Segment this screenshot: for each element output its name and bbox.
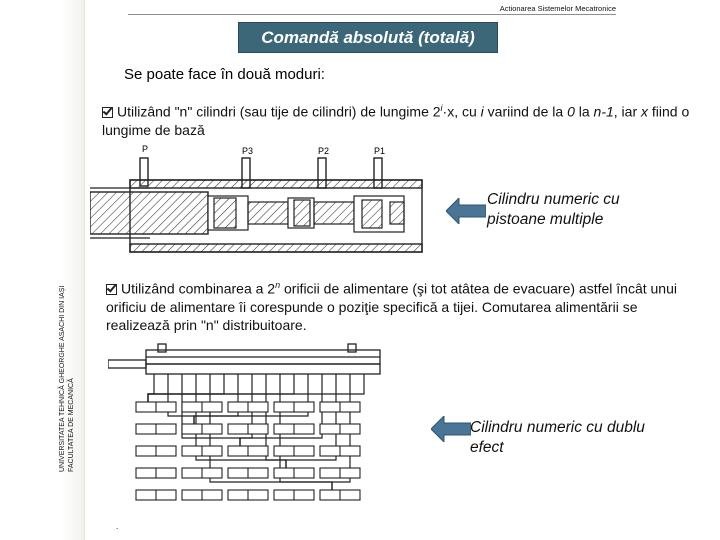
- header-rule: [128, 14, 616, 15]
- left-arrow-icon: [431, 416, 471, 442]
- figure2-caption-line1: Cilindru numeric cu dublu: [470, 419, 645, 436]
- faculty-name: FACULTATEA DE MECANICĂ: [68, 378, 75, 472]
- label-p3: P3: [242, 146, 254, 156]
- checkbox-bullet-icon: [102, 107, 113, 118]
- port-line: [148, 374, 364, 402]
- bullet1-superscript: i: [440, 103, 443, 113]
- port-line: [194, 374, 308, 424]
- bullet1-text-d: la: [574, 103, 594, 120]
- sidebar-divider: [84, 0, 85, 540]
- figure2-caption-line2: efect: [470, 439, 504, 456]
- label-p: P: [142, 144, 149, 154]
- header-course-title: Actionarea Sistemelor Mecatronice: [499, 4, 616, 13]
- checkbox-bullet-icon: [106, 284, 117, 295]
- figure1-caption-line2: pistoane multiple: [487, 211, 604, 228]
- bullet1-text-a: Utilizând "n" cilindri (sau tije de cilindri) de lungime 2: [117, 103, 441, 120]
- bullet-orifice-combination: [106, 276, 698, 334]
- port-line: [148, 374, 154, 402]
- university-label: [58, 286, 76, 472]
- bullet1-text-e: , iar: [613, 103, 642, 120]
- figure1-caption: [487, 190, 687, 230]
- bullet1-text-b: ·x, cu: [442, 103, 481, 120]
- port-line: [148, 374, 294, 402]
- footer-mark: .: [116, 522, 119, 531]
- port-line: [168, 374, 194, 424]
- figure2-caption: [470, 418, 690, 458]
- bullet-multiple-cylinders: [102, 99, 702, 139]
- multi-piston-cylinder-figure: [90, 142, 430, 264]
- port-line: [148, 374, 224, 402]
- label-p1: P1: [374, 146, 386, 156]
- slide-title-text: Comandă absolută (totală): [261, 27, 475, 47]
- bullet1-var-i: i: [480, 103, 484, 120]
- slide-title: [238, 22, 498, 53]
- bullet1-var-x: x: [641, 103, 649, 120]
- bullet1-text-f: fiind o lungime de bază: [102, 103, 690, 138]
- figure1-caption-line1: Cilindru numeric cu: [487, 191, 620, 208]
- bullet1-n-minus-1: n-1: [593, 103, 614, 120]
- bullet2-text-a: Utilizând combinarea a 2: [121, 280, 276, 297]
- bullet2-text-b: orificii de alimentare (şi tot atâtea de evacuare) astfel încât unui orificiu de alimentare îi corespunde o poziţie specifică a tijei. Comutarea alimentării se realizează prin "n" distribuitoare.: [106, 280, 677, 333]
- intro-text: Se poate face în două moduri:: [124, 66, 325, 83]
- label-p2: P2: [318, 146, 330, 156]
- university-name: UNIVERSITATEA TEHNICĂ GHEORGHE ASACHI DIN IAȘI: [59, 285, 66, 472]
- double-acting-cylinder-figure: [108, 340, 388, 512]
- bullet1-zero: 0: [567, 103, 575, 120]
- bullet1-text-c: variind de la: [483, 103, 568, 120]
- bullet2-superscript: n: [275, 280, 281, 290]
- left-arrow-icon: [446, 198, 486, 224]
